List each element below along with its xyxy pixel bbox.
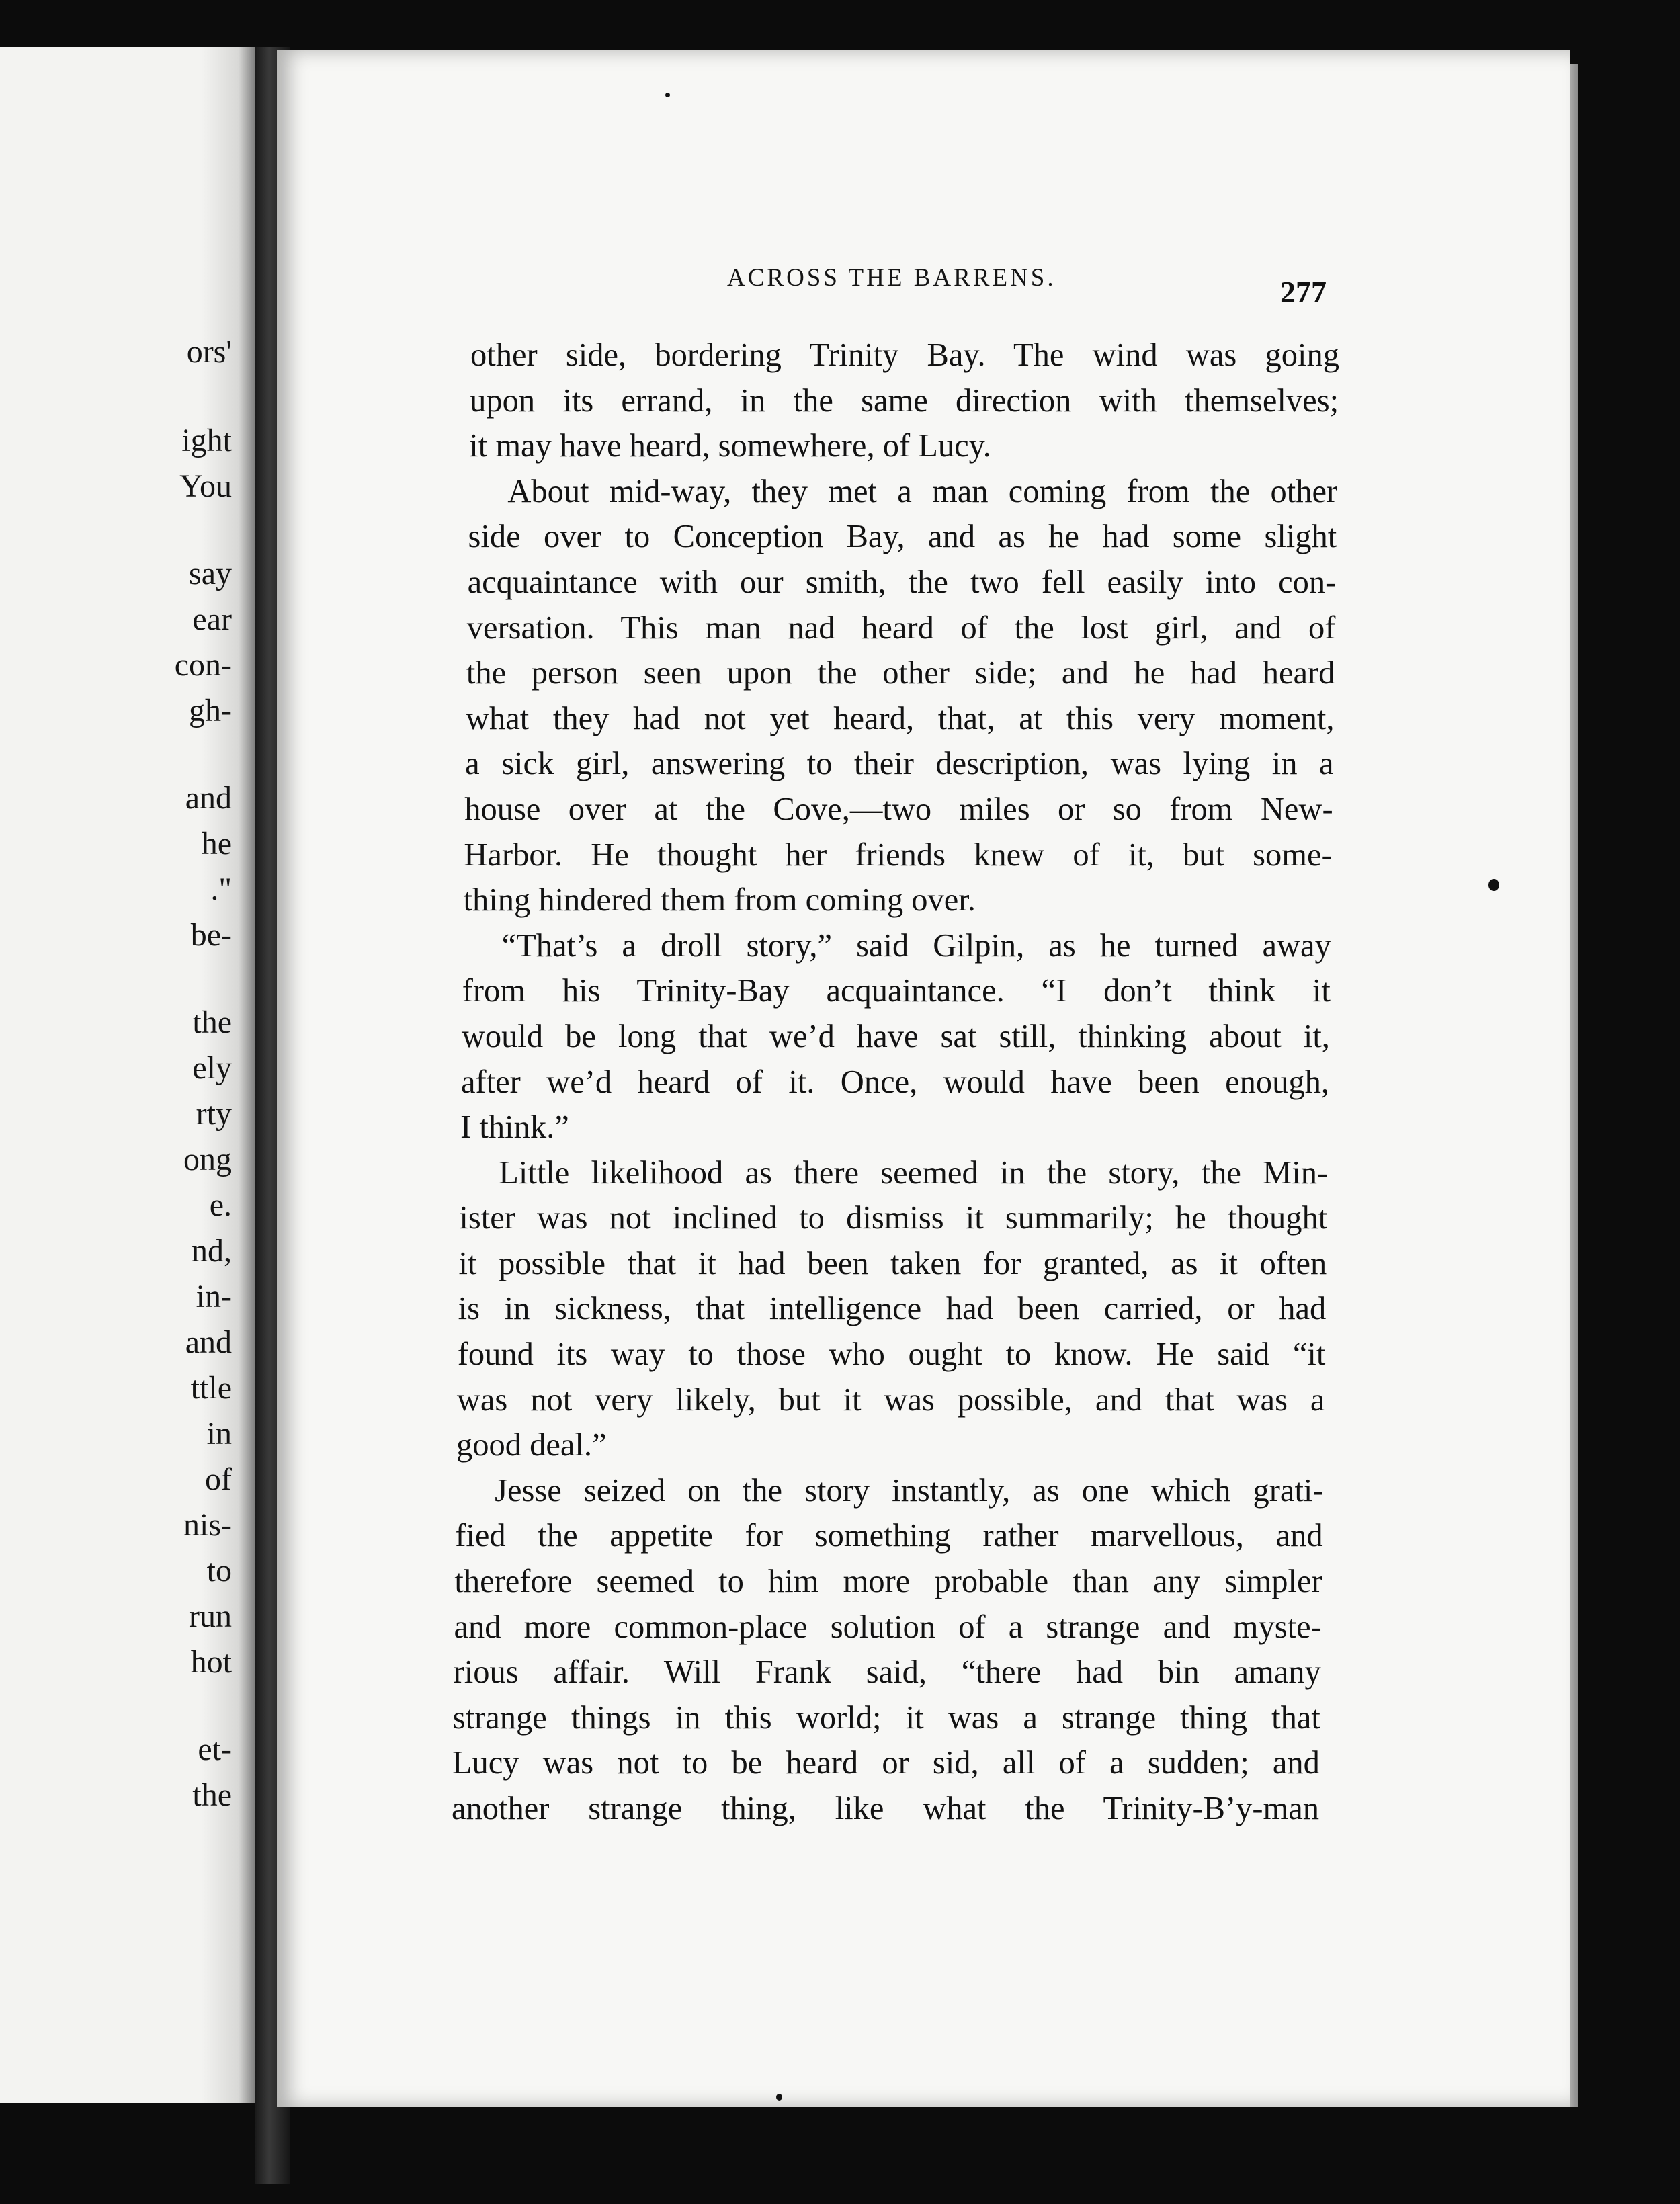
text-line: the person seen upon the other side; and he had heard <box>466 655 1335 691</box>
text-line: was not very likely, but it was possible, and that was a <box>456 1382 1325 1418</box>
left-page-fragment: e. <box>209 1187 232 1223</box>
text-line: it possible that it had been taken for granted, as it often <box>458 1245 1327 1281</box>
text-line: it may have heard, somewhere, of Lucy. <box>469 428 991 464</box>
text-line: other side, bordering Trinity Bay. The wind was going <box>470 337 1339 373</box>
text-line: versation. This man nad heard of the lost girl, and of <box>466 609 1336 646</box>
left-page-fragment: ." <box>210 872 232 907</box>
running-head: ACROSS THE BARRENS. <box>727 264 1056 292</box>
ink-speck <box>665 93 670 97</box>
left-page-fragment: ely <box>192 1050 232 1086</box>
text-line: therefore seemed to him more probable than any simpler <box>454 1564 1322 1600</box>
left-page-fragment: and <box>185 1324 232 1360</box>
text-line: is in sickness, that intelligence had been carried, or had <box>458 1291 1327 1327</box>
text-line: ister was not inclined to dismiss it summarily; he thought <box>459 1200 1328 1236</box>
text-line: side over to Conception Bay, and as he had some slight <box>468 519 1337 555</box>
left-page-fragment: to <box>206 1553 232 1588</box>
ink-speck <box>776 2094 782 2101</box>
left-page-fragment: ear <box>192 601 232 637</box>
left-page-fragment: run <box>189 1599 232 1634</box>
text-line: fied the appetite for something rather marvellous, and <box>455 1518 1323 1554</box>
ink-speck <box>1488 879 1499 891</box>
left-page-fragment: ttle <box>190 1370 232 1406</box>
text-line: a sick girl, answering to their description, was lying in a <box>465 746 1334 782</box>
left-page-fragment: ong <box>183 1142 232 1177</box>
text-line: Harbor. He thought her friends knew of it, but some- <box>464 837 1333 873</box>
text-line: acquaintance with our smith, the two fell easily into con- <box>467 564 1337 600</box>
text-line: Little likelihood as there seemed in the story, the Min- <box>499 1154 1329 1191</box>
left-page-fragment: say <box>189 556 232 591</box>
left-page-fragment: in <box>206 1416 232 1451</box>
text-line: thing hindered them from coming over. <box>463 882 976 919</box>
text-line: Lucy was not to be heard or sid, all of a sudden; and <box>452 1745 1320 1781</box>
left-page-fragment: in- <box>196 1279 232 1314</box>
text-line: would be long that we’d have sat still, thinking about it, <box>461 1018 1330 1054</box>
text-line: Jesse seized on the story instantly, as one which grati- <box>495 1472 1324 1509</box>
left-page-fragment: the <box>192 1005 232 1040</box>
page-number: 277 <box>1280 275 1327 309</box>
left-page-fragment: con- <box>174 647 232 683</box>
left-page-fragment: hot <box>190 1644 232 1680</box>
text-line: upon its errand, in the same direction with themselves; <box>470 382 1339 419</box>
left-page-fragment: et- <box>198 1732 232 1767</box>
left-page-fragment: he <box>201 826 232 861</box>
text-line: another strange thing, like what the Trinity-B’y-man <box>452 1791 1319 1826</box>
text-line: rious affair. Will Frank said, “there had bin amany <box>453 1654 1321 1691</box>
left-page-fragment: ors' <box>186 334 232 370</box>
text-line: house over at the Cove,—two miles or so from New- <box>464 791 1333 827</box>
text-line: found its way to those who ought to know. He said “it <box>457 1337 1326 1373</box>
left-page-fragment: be- <box>190 917 232 953</box>
text-line: after we’d heard of it. Once, would have been enough, <box>461 1064 1329 1100</box>
text-line: I think.” <box>460 1109 569 1146</box>
left-page-fragment: of <box>205 1461 232 1497</box>
text-line: strange things in this world; it was a strange thing that <box>452 1699 1320 1736</box>
text-line: good deal.” <box>456 1427 607 1464</box>
text-line: “That’s a droll story,” said Gilpin, as he turned away <box>501 927 1331 964</box>
text-line: and more common-place solution of a strange and myste- <box>454 1609 1322 1645</box>
left-page-fragment: gh- <box>189 693 232 728</box>
left-page-fragment: ight <box>181 423 232 458</box>
left-page-fragment: You <box>179 468 232 504</box>
left-page-fragment: and <box>185 780 232 816</box>
left-page-fragment: the <box>192 1777 232 1813</box>
left-page-fragment: rty <box>196 1096 232 1132</box>
text-line: from his Trinity-Bay acquaintance. “I don’t think it <box>462 973 1331 1009</box>
text-line: About mid-way, they met a man coming from the other <box>507 473 1338 509</box>
left-page-fragment: nd, <box>192 1233 232 1269</box>
text-line: what they had not yet heard, that, at this very moment, <box>466 700 1335 736</box>
left-page-fragment: nis- <box>183 1507 232 1543</box>
